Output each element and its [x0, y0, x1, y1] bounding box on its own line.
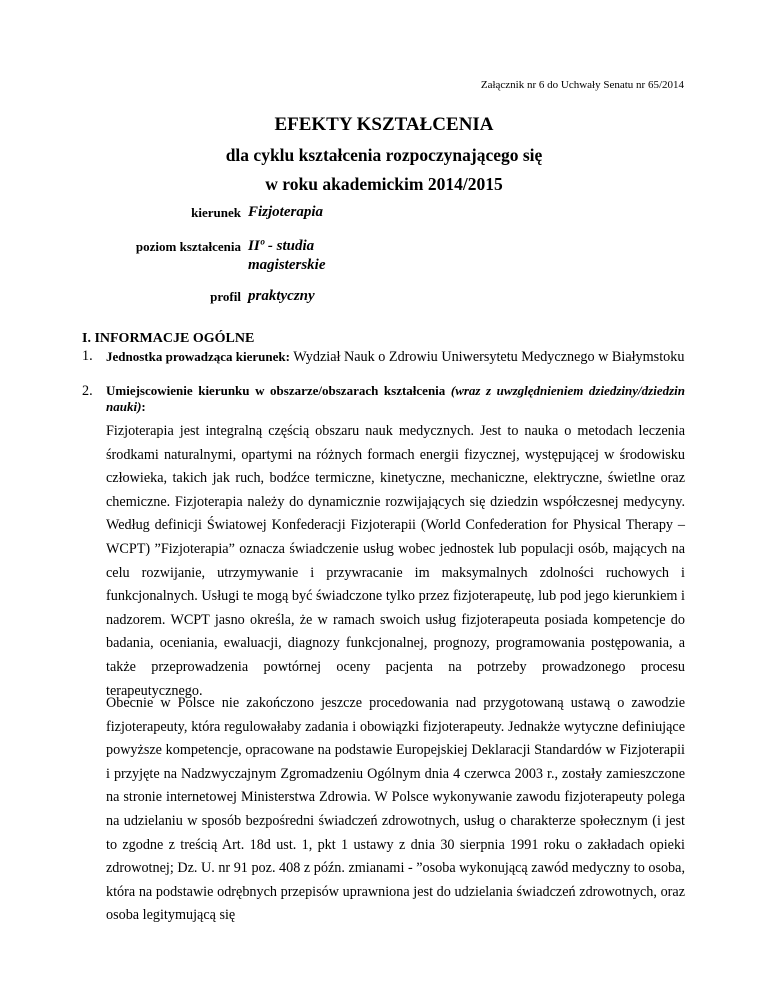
- list-item-1-text: [106, 343, 685, 371]
- meta-poziom-value: IIº - studia magisterskie: [248, 238, 326, 273]
- list-item-2: [82, 383, 685, 415]
- document-subtitle-line2: w roku akademickim 2014/2015: [265, 174, 503, 194]
- list-item-2-label-italic: (wraz z uwzględnieniem dziedziny/dziedzin nauki): [106, 383, 685, 414]
- paragraph-1: Fizjoterapia jest integralną częścią obszaru nauk medycznych. Jest to nauka o metodach leczenia środkami naturalnymi, opartymi na różnych formach energii fizycznej, występującej w środowisku człowieka, takich jak ruch, bodźce termiczne, kinetyczne, mechaniczne, elektryczne, świetlne oraz chemiczne. Fizjoterapia należy do dynamicznie rozwijających się dziedzin współczesnej medycyny. Według definicji Światowej Konfederacji Fizjoterapii (World Confederation for Physical Therapy – WCPT) ”Fizjoterapia” oznacza świadczenie usług wobec jednostek lub populacji osób, mających na celu rozwijanie, utrzymywanie i przywracanie im maksymalnych zdolności ruchowych i funkcjonalnych. Usługi te mogą być świadczone tylko przez fizjoterapeutę, lub pod jego kierunkiem i nadzorem. WCPT jasno określa, że w ramach swoich usług fizjoterapeuta posiada kompetencje do badania, oceniania, ewaluacji, diagnozy funkcjonalnej, prognozy, programowania postępowania, a także przeprowadzenia powtórnej oceny pacjenta na potrzeby prowadzonego procesu terapeutycznego.: [106, 423, 685, 699]
- meta-profil-label: profil: [210, 289, 241, 304]
- list-item-2-text: [106, 383, 685, 415]
- paragraph-2: Obecnie w Polsce nie zakończono jeszcze procedowania nad przygotowaną ustawą o zawodzie fizjoterapeuty, która regulowałaby zadania i obowiązki fizjoterapeuty. Jednakże wytyczne definiujące powyższe kompetencje, opracowane na podstawie Europejskiej Deklaracji Standardów w Fizjoterapii i przyjęte na Nadzwyczajnym Zgromadzeniu Ogólnym dnia 4 czerwca 2003 r., zostały zamieszczone na stronie internetowej Ministerstwa Zdrowia. W Polsce wykonywanie zawodu fizjoterapeuty polega na udzielaniu w sposób bezpośredni świadczeń zdrowotnych, usług o charakterze społecznym (i jest to zgodne z treścią Art. 18d ust. 1, pkt 1 ustawy z dnia 30 sierpnia 1991 roku o zakładach opieki zdrowotnej; Dz. U. nr 91 poz. 408 z późn. zmianami - ”osoba wykonującą zawód medyczny to osoba, która na podstawie odrębnych przepisów uprawniona jest do udzielania świadczeń zdrowotnych, oraz osoba legitymującą się: [106, 695, 685, 924]
- section-heading: I. INFORMACJE OGÓLNE: [82, 331, 255, 346]
- document-title: EFEKTY KSZTAŁCENIA: [274, 114, 494, 135]
- list-item-2-label: Umiejscowienie kierunku w obszarze/obszarach kształcenia: [106, 383, 446, 398]
- meta-kierunek-label: kierunek: [191, 205, 241, 220]
- meta-poziom-label: poziom kształcenia: [135, 239, 241, 254]
- list-item-2-number: 2.: [82, 383, 93, 399]
- attachment-note: Załącznik nr 6 do Uchwały Senatu nr 65/2014: [480, 79, 684, 91]
- document-subtitle-line1: dla cyklu kształcenia rozpoczynającego się: [225, 145, 543, 165]
- list-item-1-number: 1.: [82, 348, 93, 364]
- list-item-1-label: Jednostka prowadząca kierunek:: [106, 349, 290, 364]
- list-item-2-colon: :: [141, 399, 146, 414]
- list-item-1: [82, 343, 685, 371]
- list-item-1-body: Wydział Nauk o Zdrowiu Uniwersytetu Medycznego w Białymstoku: [289, 349, 685, 365]
- meta-profil-value: praktyczny: [248, 288, 315, 304]
- meta-kierunek-value: Fizjoterapia: [248, 204, 324, 220]
